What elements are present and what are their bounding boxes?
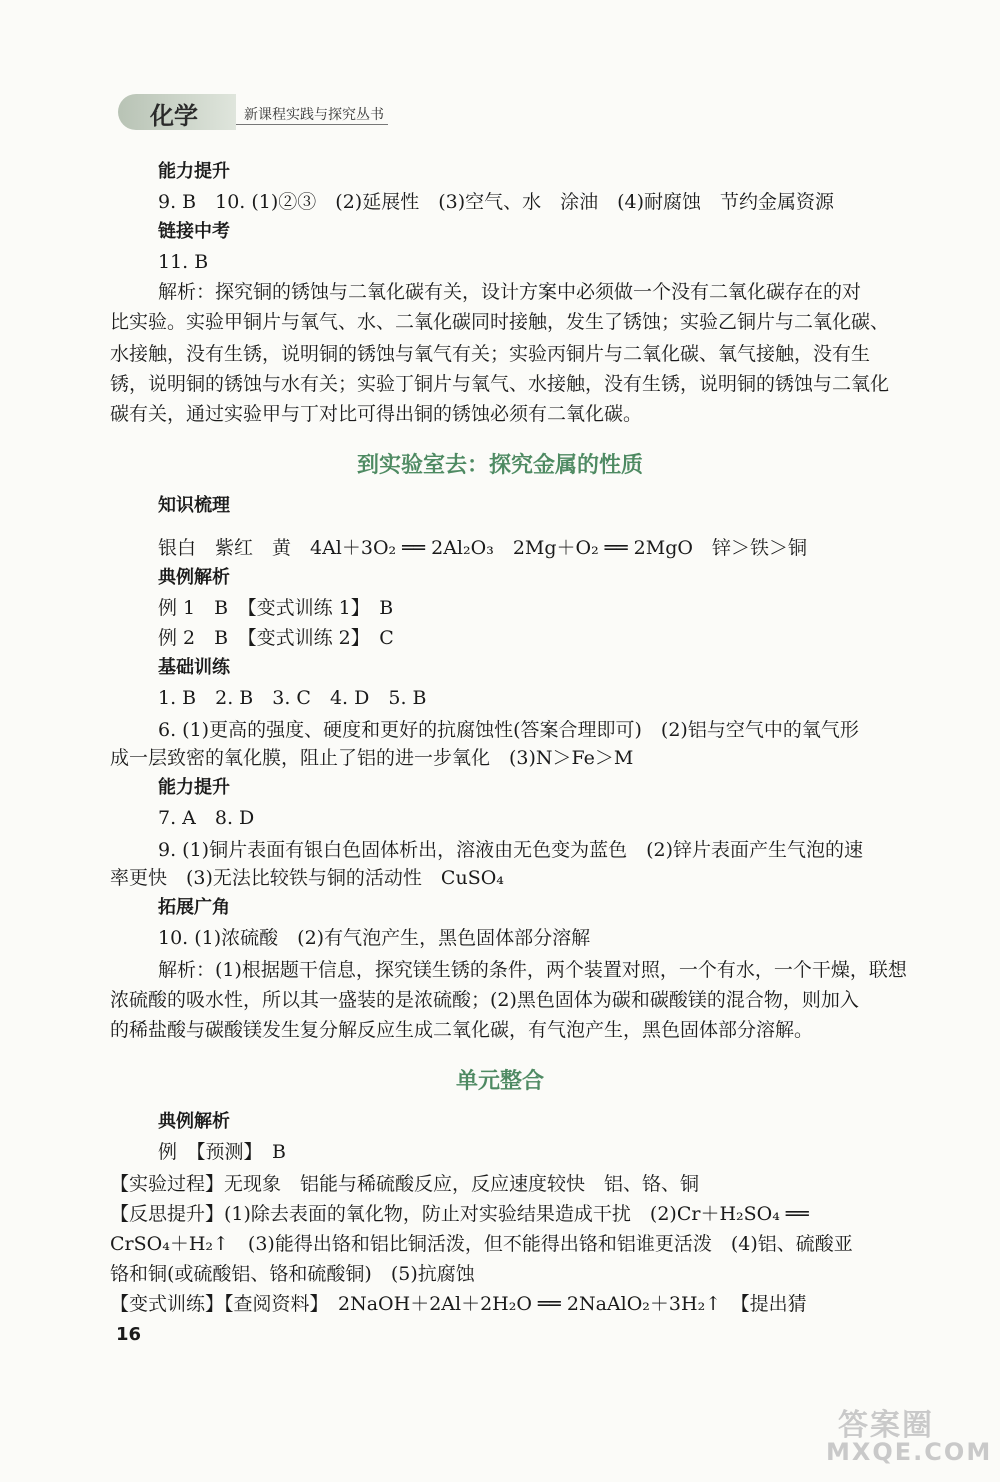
watermark-url: MXQE.COM	[826, 1438, 993, 1466]
answer-line: 链接中考	[158, 221, 230, 242]
answer-line: 【变式训练】【查阅资料】 2NaOH＋2Al＋2H₂O ══ 2NaAlO₂＋3H₂↑ 【提出猜	[110, 1293, 807, 1315]
answer-line: 能力提升	[158, 161, 230, 182]
answer-line: 浓硫酸的吸水性，所以其一盛装的是浓硫酸；(2)黑色固体为碳和碳酸镁的混合物，则加入	[110, 989, 859, 1011]
answer-line: 解析：探究铜的锈蚀与二氧化碳有关，设计方案中必须做一个没有二氧化碳存在的对	[158, 281, 862, 303]
answer-line: 比实验。实验甲铜片与氧气、水、二氧化碳同时接触，发生了锈蚀；实验乙铜片与二氧化碳、	[110, 311, 890, 333]
answer-line: 【实验过程】无现象 铝能与稀硫酸反应，反应速度较快 铝、铬、铜	[110, 1173, 700, 1195]
answer-line: 拓展广角	[158, 897, 230, 918]
answer-line: 基础训练	[158, 657, 230, 678]
answer-line: 率更快 (3)无法比较铁与铜的活动性 CuSO₄	[110, 867, 504, 889]
section-title: 到实验室去：探究金属的性质	[356, 453, 643, 478]
header-series: 新课程实践与探究丛书	[244, 107, 384, 123]
answer-line: 例 1 B 【变式训练 1】 B	[158, 597, 394, 619]
header-underline	[236, 124, 388, 125]
answer-line: 7. A 8. D	[158, 807, 255, 829]
answer-line: 水接触，没有生锈，说明铜的锈蚀与氧气有关；实验丙铜片与二氧化碳、氧气接触，没有生	[110, 343, 871, 365]
answer-line: 银白 紫红 黄 4Al＋3O₂ ══ 2Al₂O₃ 2Mg＋O₂ ══ 2MgO 锌＞铁＞铜	[158, 537, 807, 559]
answer-line: 9. B 10. (1)②③ (2)延展性 (3)空气、水 涂油 (4)耐腐蚀 节约金属资源	[158, 191, 835, 213]
answer-line: 11. B	[158, 251, 209, 273]
answer-line: 例 2 B 【变式训练 2】 C	[158, 627, 394, 649]
answer-line: 解析：(1)根据题干信息，探究镁生锈的条件，两个装置对照，一个有水，一个干燥，联想	[158, 959, 907, 981]
answer-line: 的稀盐酸与碳酸镁发生复分解反应生成二氧化碳，有气泡产生，黑色固体部分溶解。	[110, 1019, 814, 1041]
answer-line: 知识梳理	[158, 495, 230, 516]
answer-line: CrSO₄＋H₂↑ (3)能得出铬和铝比铜活泼，但不能得出铬和铝谁更活泼 (4)铝、硫酸亚	[110, 1233, 853, 1255]
answer-line: 能力提升	[158, 777, 230, 798]
answer-line: 【反思提升】(1)除去表面的氧化物，防止对实验结果造成干扰 (2)Cr＋H₂SO₄ ══	[110, 1203, 809, 1225]
answer-line: 铬和铜(或硫酸铝、铬和硫酸铜) (5)抗腐蚀	[110, 1263, 475, 1285]
answer-line: 1. B 2. B 3. C 4. D 5. B	[158, 687, 427, 709]
answer-line: 10. (1)浓硫酸 (2)有气泡产生，黑色固体部分溶解	[158, 927, 591, 949]
page-number: 16	[116, 1324, 142, 1345]
watermark-logo	[816, 1400, 993, 1474]
answer-line: 典例解析	[158, 567, 230, 588]
answer-line: 成一层致密的氧化膜，阻止了铝的进一步氧化 (3)N＞Fe＞M	[110, 747, 634, 769]
answer-line: 典例解析	[158, 1111, 230, 1132]
answer-line: 碳有关，通过实验甲与丁对比可得出铜的锈蚀必须有二氧化碳。	[110, 403, 643, 425]
answer-line: 9. (1)铜片表面有银白色固体析出，溶液由无色变为蓝色 (2)锌片表面产生气泡的速	[158, 839, 863, 861]
answer-line: 锈，说明铜的锈蚀与水有关；实验丁铜片与氧气、水接触，没有生锈，说明铜的锈蚀与二氧化	[110, 373, 890, 395]
header-subject: 化学	[150, 102, 198, 130]
watermark-text: 答案圈	[838, 1408, 934, 1443]
answer-line: 6. (1)更高的强度、硬度和更好的抗腐蚀性(答案合理即可) (2)铝与空气中的氧气形	[158, 719, 859, 741]
answer-line: 例 【预测】 B	[158, 1141, 286, 1163]
section-title: 单元整合	[455, 1069, 544, 1094]
